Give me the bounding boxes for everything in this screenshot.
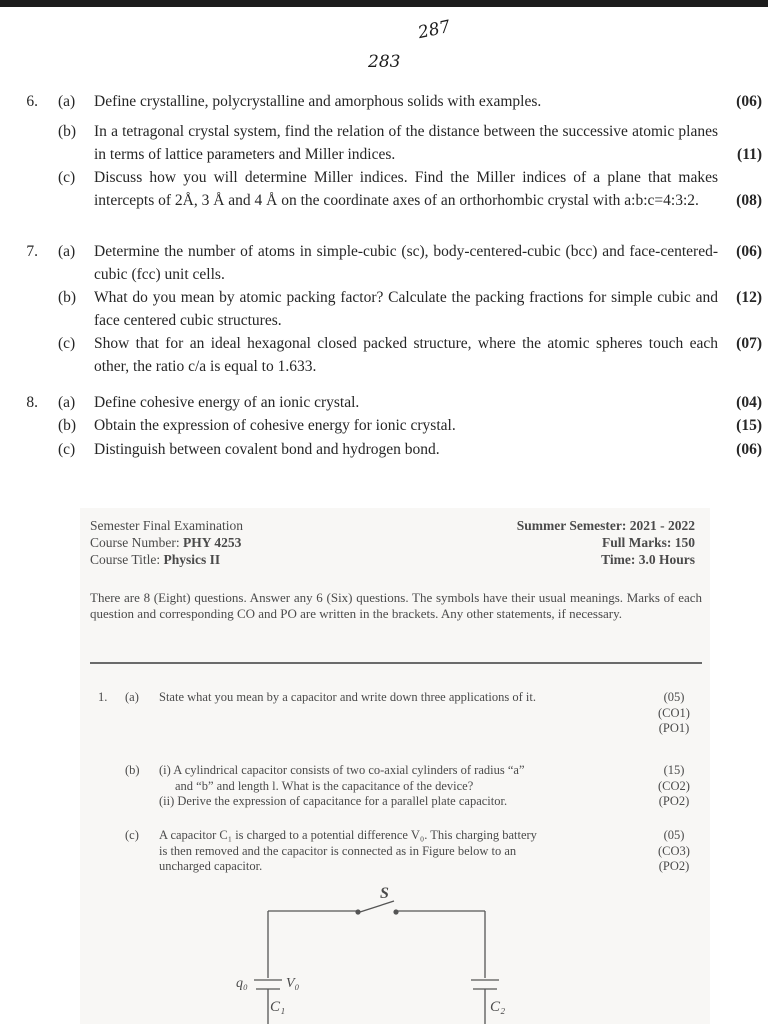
marks: (12) bbox=[736, 289, 762, 306]
semester: Summer Semester: 2021 - 2022 bbox=[516, 518, 695, 533]
part-label: (b) bbox=[58, 417, 77, 434]
switch-terminal bbox=[393, 909, 398, 914]
question-number: 7. bbox=[26, 243, 38, 260]
marks: (06) bbox=[736, 93, 762, 110]
part-text: Define cohesive energy of an ionic crystal. bbox=[94, 394, 360, 411]
marks-codes: (15) (CO2) (PO2) bbox=[658, 763, 690, 808]
part-text: A capacitor C₁ is charged to a potential difference V₀. This charging battery is then removed and the capacitor is connected as in Figure below to an uncharged capacitor. bbox=[159, 828, 537, 873]
capacitor-c1-label: C₁ bbox=[270, 999, 286, 1015]
voltage-label: V₀ bbox=[286, 976, 300, 991]
part-label: (b) bbox=[58, 123, 77, 140]
marks: (08) bbox=[736, 192, 762, 209]
part-text: Define crystalline, polycrystalline and amorphous solids with examples. bbox=[94, 93, 542, 110]
part-label: (c) bbox=[125, 828, 139, 842]
exam-title: Semester Final Examination bbox=[90, 518, 243, 533]
part-text: (i) A cylindrical capacitor consists of two co-axial cylinders of radius “a” and “b” and length l. What is the capacitance of the device? (ii) Derive the expression of capacitance for a parallel plate capacitor. bbox=[159, 763, 525, 808]
marks-codes: (05) (CO3) (PO2) bbox=[658, 828, 690, 873]
part-label: (b) bbox=[58, 289, 77, 306]
part-text: Obtain the expression of cohesive energy for ionic crystal. bbox=[94, 417, 456, 434]
marks-codes: (05) (CO1) (PO1) bbox=[658, 690, 690, 735]
switch-label: S bbox=[380, 885, 389, 902]
marks: (06) bbox=[736, 441, 762, 458]
handwritten-note: 287 bbox=[416, 16, 453, 44]
part-label: (a) bbox=[58, 243, 76, 260]
switch-lever bbox=[360, 901, 394, 912]
top-dark-edge bbox=[0, 0, 768, 7]
switch-terminal bbox=[355, 909, 360, 914]
course-title: Course Title: Physics II bbox=[90, 552, 221, 567]
question-number: 8. bbox=[26, 394, 38, 411]
circuit-diagram bbox=[80, 508, 710, 1024]
scanned-exam-sheet bbox=[80, 508, 710, 1024]
part-text: What do you mean by atomic packing factor? Calculate the packing fractions for simple cubic and face centered cubic structures. bbox=[94, 289, 718, 329]
course-number: Course Number: PHY 4253 bbox=[90, 535, 242, 550]
marks: (15) bbox=[736, 417, 762, 434]
exam-time: Time: 3.0 Hours bbox=[601, 552, 695, 567]
question-number: 1. bbox=[98, 690, 108, 704]
full-marks: Full Marks: 150 bbox=[602, 535, 695, 550]
part-label: (c) bbox=[58, 169, 76, 186]
part-text: Distinguish between covalent bond and hydrogen bond. bbox=[94, 441, 440, 458]
part-label: (a) bbox=[58, 93, 76, 110]
part-text: Discuss how you will determine Miller indices. Find the Miller indices of a plane that makes intercepts of 2Å, 3 Å and 4 Å on the coordinate axes of an orthorhombic crystal with a:b:c=4:3:2. bbox=[94, 169, 718, 209]
part-text: Show that for an ideal hexagonal closed packed structure, where the atomic spheres touch each other, the ratio c/a is equal to 1.633. bbox=[94, 335, 718, 375]
marks: (04) bbox=[736, 394, 762, 411]
charge-label: q₀ bbox=[236, 976, 248, 991]
marks: (07) bbox=[736, 335, 762, 352]
part-label: (c) bbox=[58, 335, 76, 352]
part-label: (a) bbox=[125, 690, 139, 704]
question-number: 6. bbox=[26, 93, 38, 110]
part-label: (c) bbox=[58, 441, 76, 458]
part-text: In a tetragonal crystal system, find the relation of the distance between the successive atomic planes in terms of lattice parameters and Miller indices. bbox=[94, 123, 718, 163]
marks: (11) bbox=[737, 146, 762, 163]
instructions: There are 8 (Eight) questions. Answer any 6 (Six) questions. The symbols have their usual meanings. Marks of each question and corresponding CO and PO are written in the brackets. Any other statements, if necessary. bbox=[90, 590, 702, 621]
part-label: (b) bbox=[125, 763, 140, 777]
part-text: Determine the number of atoms in simple-cubic (sc), body-centered-cubic (bcc) and face-centered-cubic (fcc) unit cells. bbox=[94, 243, 718, 283]
part-text: State what you mean by a capacitor and write down three applications of it. bbox=[159, 690, 536, 704]
marks: (06) bbox=[736, 243, 762, 260]
capacitor-c2-label: C₂ bbox=[490, 999, 506, 1015]
part-label: (a) bbox=[58, 394, 76, 411]
handwritten-note: 283 bbox=[368, 52, 401, 72]
